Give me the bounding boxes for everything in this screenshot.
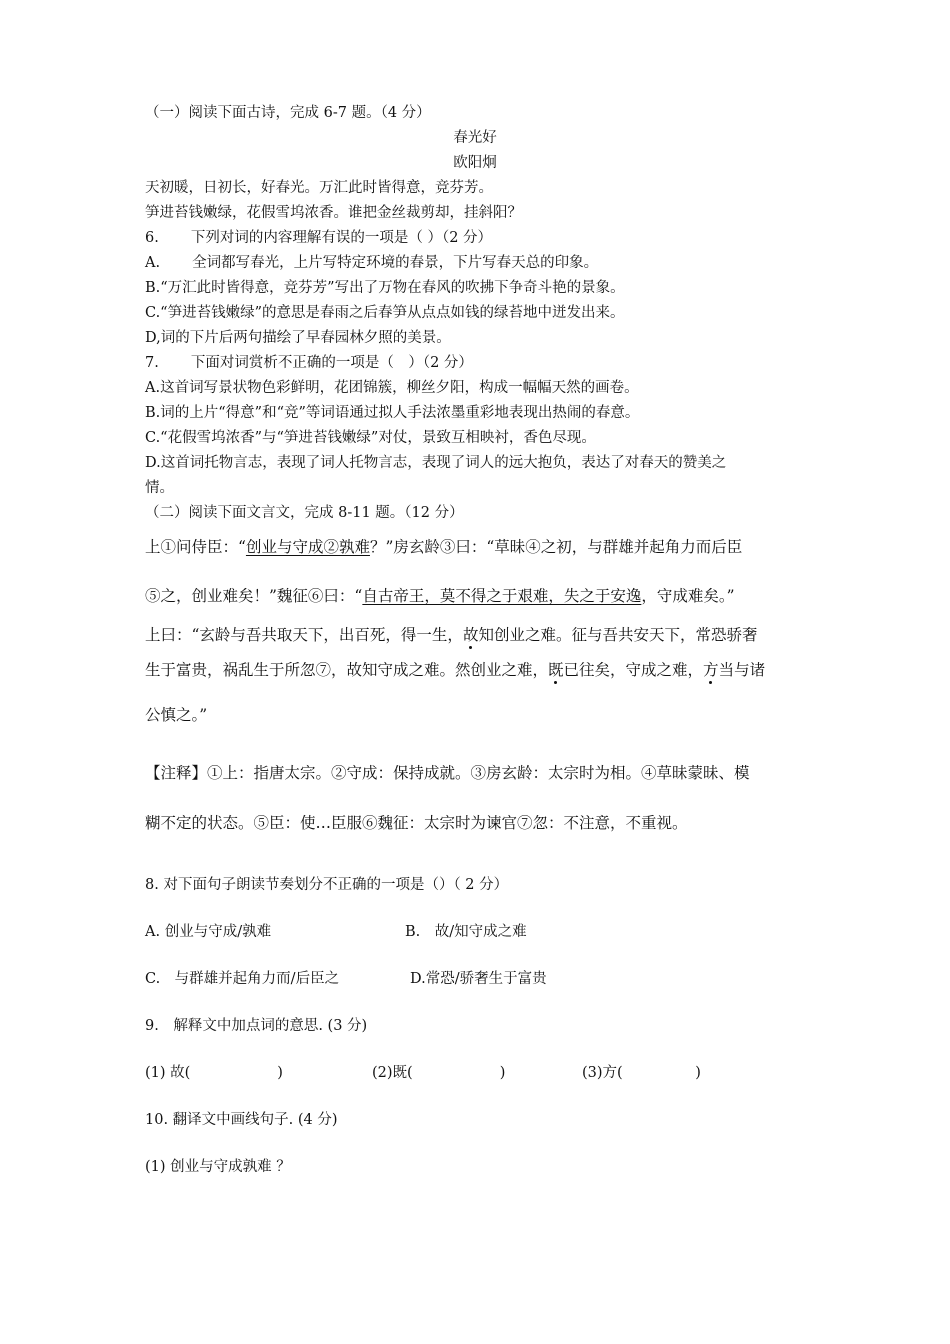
classical-text-line-5: 公慎之。” <box>145 706 208 724</box>
dotted-word-gu: 故 <box>462 626 479 644</box>
dotted-word-fang: 方 <box>703 661 719 679</box>
question-9-item-1: (1) 故( ) <box>145 1065 283 1081</box>
question-7-option-a: A.这首词写景状物色彩鲜明，花团锦簇，柳丝夕阳，构成一幅幅天然的画卷。 <box>145 380 639 396</box>
question-7-option-d-cont: 情。 <box>145 480 174 496</box>
underlined-sentence-2: 自古帝王，莫不得之于艰难，失之于安逸 <box>362 587 642 605</box>
question-9-item-3: (3)方( ) <box>582 1065 701 1081</box>
question-8-stem: 8. 对下面句子朗读节奏划分不正确的一项是（）（ 2 分） <box>145 877 509 893</box>
question-7-option-c: C.“花假雪坞浓香”与“笋进苔钱嫩绿”对仗，景致互相映衬，香色尽现。 <box>145 430 596 446</box>
question-8-option-d: D.常恐/骄奢生于富贵 <box>410 971 547 987</box>
question-6-option-b: B.“万汇此时皆得意，竞芬芳”写出了万物在春风的吹拂下争奇斗艳的景象。 <box>145 280 625 296</box>
annotation-line-1: 【注释】①上：指唐太宗。②守成：保持成就。③房玄龄：太宗时为相。④草昧蒙昧、模 <box>145 764 750 782</box>
classical-text-line-3: 上曰：“玄龄与吾共取天下，出百死，得一生，故知创业之难。征与吾共安天下，常恐骄奢 <box>145 626 758 644</box>
question-6-option-a: A. 全词都写春光，上片写特定环境的春景，下片写春天总的印象。 <box>145 255 599 271</box>
underlined-sentence-1: 创业与守成②孰难 <box>245 538 370 556</box>
poem-line-2: 笋进苔钱嫩绿，花假雪坞浓香。谁把金丝裁剪却，挂斜阳？ <box>145 205 522 221</box>
question-8-option-c: C. 与群雄并起角力而/后臣之 <box>145 971 340 987</box>
poem-title: 春光好 <box>453 130 497 146</box>
question-7-option-b: B.词的上片“得意”和“竞”等词语通过拟人手法浓墨重彩地表现出热闹的春意。 <box>145 405 640 421</box>
question-8-option-b: B. 故/知守成之难 <box>405 924 527 940</box>
section-1-heading: （一）阅读下面古诗，完成 6-7 题。（4 分） <box>145 105 431 121</box>
classical-text-line-2: ⑤之，创业难矣！”魏征⑥曰：“自古帝王，莫不得之于艰难，失之于安逸，守成难矣。” <box>145 587 735 605</box>
classical-text-line-4: 生于富贵，祸乱生于所忽⑦，故知守成之难。然创业之难，既已往矣，守成之难，方当与诸 <box>145 661 766 679</box>
dotted-word-ji: 既 <box>548 661 564 679</box>
question-6-option-d: D,词的下片后两句描绘了早春园林夕照的美景。 <box>145 330 451 346</box>
question-7-stem: 7. 下面对词赏析不正确的一项是（ ）（2 分） <box>145 355 473 371</box>
annotation-line-2: 糊不定的状态。⑤臣：使…臣服⑥魏征：太宗时为谏官⑦忽：不注意，不重视。 <box>145 814 688 832</box>
classical-text-line-1: 上①问侍臣：“创业与守成②孰难？”房玄龄③曰：“草昧④之初，与群雄并起角力而后臣 <box>145 538 743 556</box>
question-8-option-a: A. 创业与守成/孰难 <box>145 924 272 940</box>
section-2-heading: （二）阅读下面文言文，完成 8-11 题。（12 分） <box>145 505 464 521</box>
question-9-stem: 9. 解释文中加点词的意思. (3 分) <box>145 1018 368 1034</box>
question-6-stem: 6. 下列对词的内容理解有误的一项是（ ）（2 分） <box>145 230 493 246</box>
poem-author: 欧阳炯 <box>453 155 497 171</box>
question-6-option-c: C.“笋进苔钱嫩绿”的意思是春雨之后春笋从点点如钱的绿苔地中迸发出来。 <box>145 305 625 321</box>
question-10-item-1: (1) 创业与守成孰难 ？ <box>145 1159 291 1175</box>
question-9-item-2: (2)既( ) <box>372 1065 506 1081</box>
poem-line-1: 天初暖，日初长，好春光。万汇此时皆得意，竞芬芳。 <box>145 180 493 196</box>
question-7-option-d: D.这首词托物言志，表现了词人托物言志，表现了词人的远大抱负，表达了对春天的赞美之 <box>145 455 727 471</box>
question-10-stem: 10. 翻译文中画线句子. (4 分) <box>145 1112 338 1128</box>
